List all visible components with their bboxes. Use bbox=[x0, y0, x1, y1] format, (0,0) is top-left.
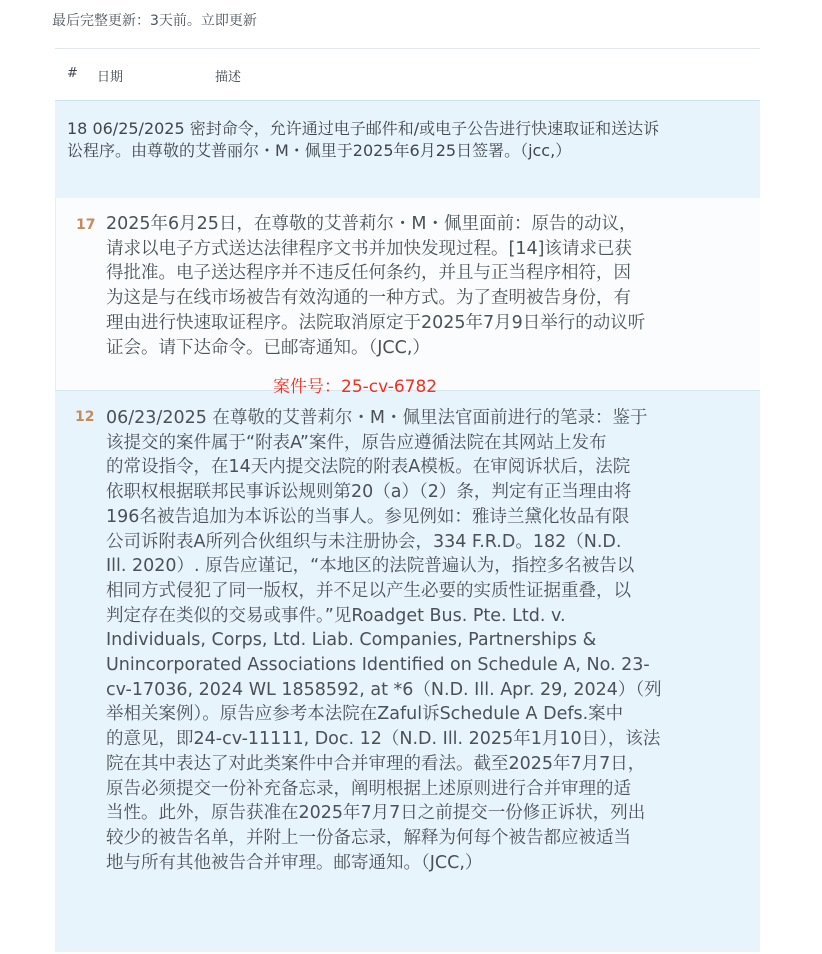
docket-table-header bbox=[55, 58, 760, 98]
update-now-link[interactable]: 立即更新 bbox=[200, 13, 257, 29]
entry-line: 依职权根据联邦民事诉讼规则第20（a）（2）条，判定有正当理由将 bbox=[106, 482, 632, 503]
entry-line: Individuals, Corps, Ltd. Liab. Companies, Partnerships & bbox=[106, 630, 597, 651]
entry-line: 原告必须提交一份补充备忘录，阐明根据上述原则进行合并审理的适 bbox=[106, 778, 631, 799]
entry-line: 地与所有其他被告合并审理。邮寄通知。（JCC,） bbox=[106, 852, 483, 873]
entry-line: 公司诉附表A所列合伙组织与未注册协会，334 F.R.D。182（N.D. bbox=[106, 531, 622, 552]
entry-number[interactable]: 17 bbox=[76, 217, 96, 233]
entry-line: 较少的被告名单，并附上一份备忘录，解释为何每个被告都应被适当 bbox=[106, 827, 631, 848]
entry-line: 理由进行快速取证程序。法院取消原定于2025年7月9日举行的动议听 bbox=[106, 312, 646, 333]
entry-line: 为这是与在线市场被告有效沟通的一种方式。为了查明被告身份，有 bbox=[106, 288, 631, 309]
entry-number[interactable]: 12 bbox=[75, 409, 95, 425]
docket-entry-12 bbox=[55, 390, 760, 952]
entry-line: Unincorporated Associations Identified on Schedule A, No. 23- bbox=[106, 655, 650, 676]
entry-line: 的意见，即24-cv-11111, Doc. 12（N.D. Ill. 2025年1月10日），该法 bbox=[106, 729, 661, 750]
entry-text bbox=[106, 406, 662, 875]
entry-line: 请求以电子方式送达法律程序文书并加快发现过程。[14]该请求已获 bbox=[106, 238, 632, 259]
entry-line: 的常设指令，在14天内提交法院的附表A模板。在审阅诉状后，法院 bbox=[106, 457, 631, 478]
docket-entry-17 bbox=[55, 198, 760, 390]
entry-line: Ill. 2020）. 原告应谨记，“本地区的法院普遍认为，指控多名被告以 bbox=[106, 556, 635, 577]
entry-line: 得批准。电子送达程序并不违反任何条约，并且与正当程序相符，因 bbox=[106, 263, 631, 284]
entry-line: 该提交的案件属于“附表A”案件，原告应遵循法院在其网站上发布 bbox=[106, 432, 607, 453]
entry-line: 06/23/2025 在尊敬的艾普莉尔・M・佩里法官面前进行的笔录：鉴于 bbox=[106, 408, 648, 428]
entry-line: 196名被告追加为本诉讼的当事人。参见例如：雅诗兰黛化妆品有限 bbox=[106, 506, 630, 527]
entry-line: 18 06/25/2025 密封命令，允许通过电子邮件和/或电子公告进行快速取证和送达诉 bbox=[67, 119, 660, 138]
last-updated-text: 最后完整更新：3天前。 bbox=[52, 13, 201, 29]
entry-line: 相同方式侵犯了同一版权，并不足以产生必要的实质性证据重叠，以 bbox=[106, 580, 631, 601]
entry-text bbox=[67, 118, 659, 162]
docket-entry-18 bbox=[55, 100, 760, 198]
entry-line: cv-17036, 2024 WL 1858592, at *6（N.D. Ill. Apr. 29, 2024）（列 bbox=[106, 679, 662, 700]
column-header-description: 描述 bbox=[215, 70, 242, 85]
entry-line: 当性。此外，原告获准在2025年7月7日之前提交一份修正诉状，列出 bbox=[106, 803, 646, 824]
entry-line: 证会。请下达命令。已邮寄通知。（JCC,） bbox=[106, 337, 430, 358]
entry-text bbox=[106, 212, 645, 360]
entry-line: 判定存在类似的交易或事件。”见Roadget Bus. Pte. Ltd. v. bbox=[106, 605, 566, 626]
column-header-number: # bbox=[67, 66, 78, 81]
divider bbox=[55, 48, 760, 49]
entry-line: 2025年6月25日，在尊敬的艾普莉尔・M・佩里面前：原告的动议， bbox=[106, 214, 637, 234]
entry-line: 院在其中表达了对此类案件中合并审理的看法。截至2025年7月7日， bbox=[106, 753, 646, 774]
entry-line: 举相关案例）。原告应参考本法院在Zaful诉Schedule A Defs.案中 bbox=[106, 704, 624, 725]
entry-line: 讼程序。由尊敬的艾普丽尔・M・佩里于2025年6月25日签署。（jcc,） bbox=[67, 141, 572, 160]
case-number-annotation: 案件号：25-cv-6782 bbox=[273, 377, 438, 397]
last-updated-notice bbox=[52, 10, 257, 30]
column-header-date: 日期 bbox=[97, 70, 124, 85]
